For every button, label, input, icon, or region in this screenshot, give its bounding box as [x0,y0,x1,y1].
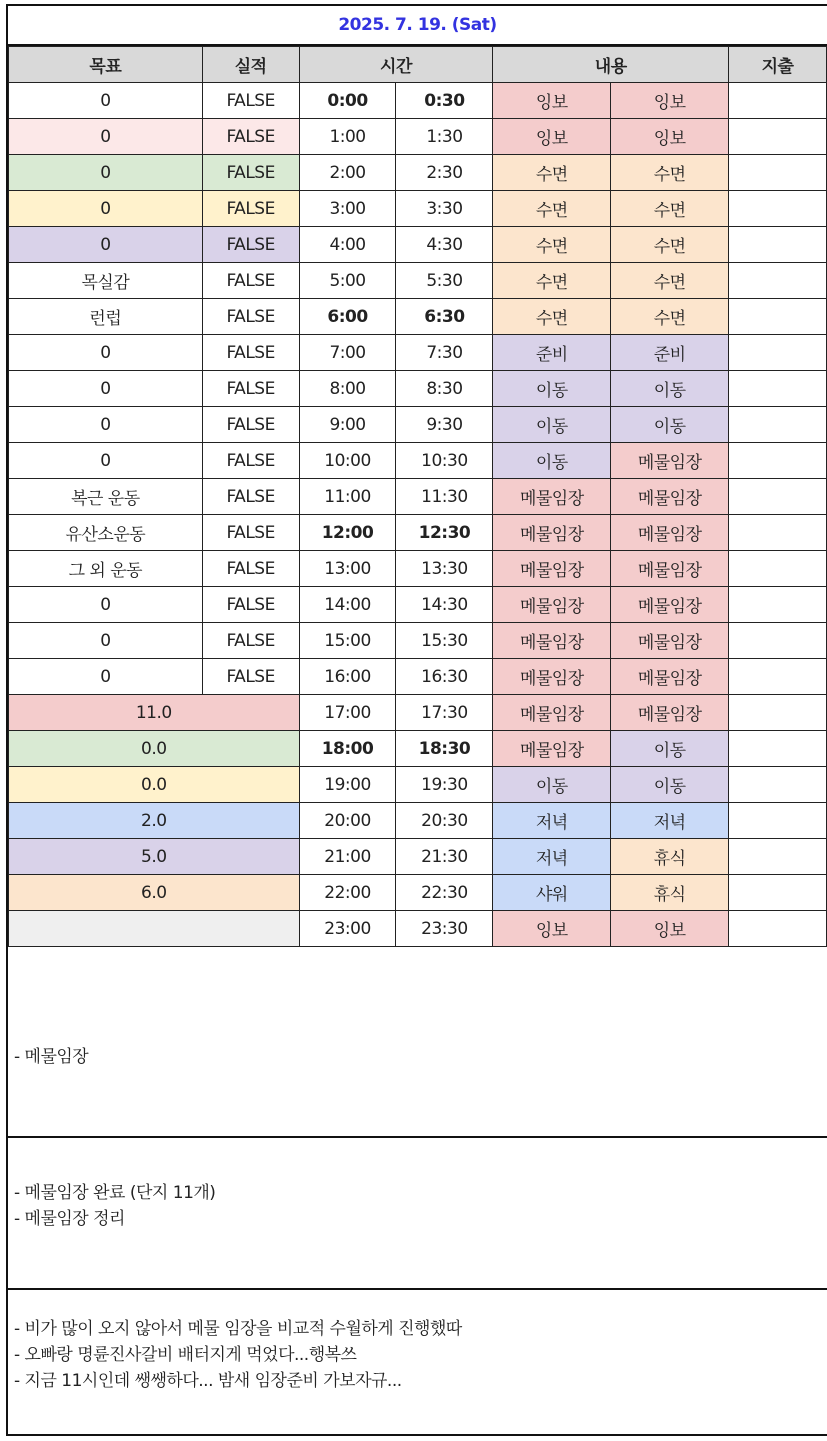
content-cell-1[interactable]: 메물임장 [493,551,611,587]
goal-cell[interactable]: 0 [9,155,203,191]
content-cell-1[interactable]: 잉보 [493,83,611,119]
expense-cell[interactable] [729,731,827,767]
content-cell-2[interactable]: 준비 [611,335,729,371]
summary-cell[interactable]: 6.0 [9,875,300,911]
content-cell-1[interactable]: 잉보 [493,911,611,947]
time-end-cell[interactable]: 12:30 [396,515,493,551]
time-end-cell[interactable]: 20:30 [396,803,493,839]
content-cell-1[interactable]: 수면 [493,299,611,335]
goal-cell[interactable]: 0 [9,191,203,227]
time-end-cell[interactable]: 6:30 [396,299,493,335]
goal-cell[interactable]: 0 [9,227,203,263]
summary-cell[interactable]: 11.0 [9,695,300,731]
schedule-row [9,731,827,767]
schedule-row [9,839,827,875]
time-end-cell[interactable]: 23:30 [396,911,493,947]
time-start-cell[interactable]: 9:00 [299,407,396,443]
content-cell-1[interactable]: 준비 [493,335,611,371]
content-cell-1[interactable]: 메물임장 [493,587,611,623]
time-start-cell[interactable]: 17:00 [299,695,396,731]
content-cell-2[interactable]: 저녁 [611,803,729,839]
schedule-row [9,587,827,623]
content-cell-2[interactable]: 수면 [611,155,729,191]
schedule-row [9,155,827,191]
time-start-cell[interactable]: 15:00 [299,623,396,659]
content-cell-1[interactable]: 수면 [493,263,611,299]
time-end-cell[interactable]: 10:30 [396,443,493,479]
schedule-row [9,443,827,479]
expense-cell[interactable] [729,623,827,659]
expense-cell[interactable] [729,407,827,443]
content-cell-2[interactable]: 메물임장 [611,587,729,623]
expense-cell[interactable] [729,299,827,335]
content-cell-2[interactable]: 메물임장 [611,623,729,659]
expense-cell[interactable] [729,911,827,947]
time-start-cell[interactable]: 6:00 [299,299,396,335]
result-cell[interactable]: FALSE [202,299,299,335]
time-start-cell[interactable]: 12:00 [299,515,396,551]
schedule-row [9,695,827,731]
content-cell-1[interactable]: 잉보 [493,119,611,155]
expense-cell[interactable] [729,227,827,263]
note-line: - 메물임장 정리 [14,1209,125,1229]
schedule-row [9,299,827,335]
result-cell[interactable]: FALSE [202,443,299,479]
notes-done [8,1138,827,1290]
goal-cell[interactable]: 0 [9,371,203,407]
content-cell-2[interactable]: 잉보 [611,119,729,155]
result-cell[interactable]: FALSE [202,479,299,515]
content-cell-2[interactable]: 수면 [611,227,729,263]
content-cell-1[interactable]: 메물임장 [493,479,611,515]
result-cell[interactable]: FALSE [202,659,299,695]
content-cell-1[interactable]: 이동 [493,767,611,803]
schedule-row [9,623,827,659]
time-end-cell[interactable]: 13:30 [396,551,493,587]
content-cell-1[interactable]: 메물임장 [493,731,611,767]
expense-cell[interactable] [729,515,827,551]
goal-cell[interactable]: 그 외 운동 [9,551,203,587]
goal-cell[interactable]: 0 [9,119,203,155]
schedule-row [9,407,827,443]
time-start-cell[interactable]: 19:00 [299,767,396,803]
time-start-cell[interactable]: 4:00 [299,227,396,263]
summary-cell[interactable]: 0.0 [9,731,300,767]
summary-cell[interactable]: 5.0 [9,839,300,875]
content-cell-2[interactable]: 이동 [611,407,729,443]
expense-cell[interactable] [729,83,827,119]
time-end-cell[interactable]: 11:30 [396,479,493,515]
time-end-cell[interactable]: 5:30 [396,263,493,299]
time-end-cell[interactable]: 9:30 [396,407,493,443]
content-cell-2[interactable]: 메물임장 [611,659,729,695]
expense-cell[interactable] [729,263,827,299]
goal-cell[interactable]: 목실감 [9,263,203,299]
schedule-row [9,479,827,515]
content-cell-1[interactable]: 메물임장 [493,623,611,659]
content-cell-1[interactable]: 수면 [493,155,611,191]
result-cell[interactable]: FALSE [202,515,299,551]
content-cell-2[interactable]: 휴식 [611,839,729,875]
summary-cell[interactable]: 0.0 [9,767,300,803]
time-start-cell[interactable]: 1:00 [299,119,396,155]
expense-cell[interactable] [729,551,827,587]
result-cell[interactable]: FALSE [202,227,299,263]
time-end-cell[interactable]: 17:30 [396,695,493,731]
time-start-cell[interactable]: 20:00 [299,803,396,839]
note-line: - 오빠랑 명륜진사갈비 배터지게 먹었다...행복쓰 [14,1345,357,1365]
time-start-cell[interactable]: 3:00 [299,191,396,227]
expense-cell[interactable] [729,335,827,371]
expense-cell[interactable] [729,443,827,479]
header-expense: 지출 [729,47,827,83]
goal-cell[interactable]: 0 [9,443,203,479]
result-cell[interactable]: FALSE [202,623,299,659]
result-cell[interactable]: FALSE [202,551,299,587]
time-start-cell[interactable]: 5:00 [299,263,396,299]
note-line: - 비가 많이 오지 않아서 메물 임장을 비교적 수월하게 진행했따 [14,1319,462,1339]
expense-cell[interactable] [729,155,827,191]
expense-cell[interactable] [729,371,827,407]
expense-cell[interactable] [729,803,827,839]
content-cell-2[interactable]: 메물임장 [611,479,729,515]
note-line: - 메물임장 완료 (단지 11개) [14,1183,216,1203]
header-time: 시간 [299,47,493,83]
content-cell-2[interactable]: 이동 [611,731,729,767]
time-end-cell[interactable]: 14:30 [396,587,493,623]
result-cell[interactable]: FALSE [202,83,299,119]
goal-cell[interactable]: 0 [9,335,203,371]
time-start-cell[interactable]: 22:00 [299,875,396,911]
content-cell-2[interactable]: 수면 [611,191,729,227]
time-start-cell[interactable]: 7:00 [299,335,396,371]
planner-sheet [6,4,827,1436]
schedule-row [9,263,827,299]
result-cell[interactable]: FALSE [202,407,299,443]
expense-cell[interactable] [729,659,827,695]
result-cell[interactable]: FALSE [202,119,299,155]
schedule-row [9,659,827,695]
content-cell-2[interactable]: 휴식 [611,875,729,911]
schedule-row [9,875,827,911]
time-end-cell[interactable]: 4:30 [396,227,493,263]
expense-cell[interactable] [729,479,827,515]
result-cell[interactable]: FALSE [202,335,299,371]
time-end-cell[interactable]: 8:30 [396,371,493,407]
content-cell-1[interactable]: 이동 [493,407,611,443]
content-cell-2[interactable]: 이동 [611,767,729,803]
content-cell-2[interactable]: 수면 [611,263,729,299]
summary-cell[interactable]: 2.0 [9,803,300,839]
expense-cell[interactable] [729,191,827,227]
header-content: 내용 [493,47,729,83]
schedule-row [9,911,827,947]
content-cell-2[interactable]: 수면 [611,299,729,335]
goal-cell[interactable]: 0 [9,407,203,443]
expense-cell[interactable] [729,767,827,803]
date-title: 2025. 7. 19. (Sat) [8,6,827,46]
expense-cell[interactable] [729,119,827,155]
content-cell-1[interactable]: 메물임장 [493,515,611,551]
time-end-cell[interactable]: 3:30 [396,191,493,227]
schedule-row [9,119,827,155]
time-start-cell[interactable]: 2:00 [299,155,396,191]
time-end-cell[interactable]: 7:30 [396,335,493,371]
schedule-table [8,46,827,947]
result-cell[interactable]: FALSE [202,587,299,623]
expense-cell[interactable] [729,875,827,911]
time-start-cell[interactable]: 18:00 [299,731,396,767]
schedule-row [9,227,827,263]
content-cell-1[interactable]: 샤워 [493,875,611,911]
time-start-cell[interactable]: 23:00 [299,911,396,947]
result-cell[interactable]: FALSE [202,263,299,299]
notes-diary [8,1290,827,1434]
result-cell[interactable]: FALSE [202,191,299,227]
content-cell-1[interactable]: 저녁 [493,839,611,875]
schedule-row [9,371,827,407]
content-cell-1[interactable]: 이동 [493,443,611,479]
goal-cell[interactable]: 복근 운동 [9,479,203,515]
goal-cell[interactable]: 0 [9,659,203,695]
time-end-cell[interactable]: 16:30 [396,659,493,695]
expense-cell[interactable] [729,839,827,875]
result-cell[interactable]: FALSE [202,155,299,191]
content-cell-1[interactable]: 저녁 [493,803,611,839]
content-cell-2[interactable]: 잉보 [611,83,729,119]
header-result: 실적 [202,47,299,83]
content-cell-1[interactable]: 수면 [493,191,611,227]
header-goal: 목표 [9,47,203,83]
goal-cell[interactable]: 0 [9,587,203,623]
schedule-row [9,335,827,371]
time-end-cell[interactable]: 1:30 [396,119,493,155]
time-end-cell[interactable]: 19:30 [396,767,493,803]
time-start-cell[interactable]: 0:00 [299,83,396,119]
content-cell-2[interactable]: 이동 [611,371,729,407]
notes-plan [8,992,827,1138]
schedule-row [9,767,827,803]
time-start-cell[interactable]: 11:00 [299,479,396,515]
summary-cell[interactable] [9,911,300,947]
schedule-row [9,803,827,839]
schedule-row [9,83,827,119]
goal-cell[interactable]: 런럽 [9,299,203,335]
note-line: - 메물임장 [14,1047,89,1067]
content-cell-1[interactable]: 수면 [493,227,611,263]
note-line: - 지금 11시인데 쌩쌩하다... 밤새 임장준비 가보자규... [14,1371,402,1391]
expense-cell[interactable] [729,695,827,731]
content-cell-2[interactable]: 잉보 [611,911,729,947]
time-start-cell[interactable]: 21:00 [299,839,396,875]
schedule-row [9,515,827,551]
goal-cell[interactable]: 0 [9,623,203,659]
time-end-cell[interactable]: 15:30 [396,623,493,659]
time-end-cell[interactable]: 18:30 [396,731,493,767]
time-end-cell[interactable]: 2:30 [396,155,493,191]
content-cell-1[interactable]: 메물임장 [493,695,611,731]
header-row [9,47,827,83]
content-cell-2[interactable]: 메물임장 [611,443,729,479]
time-start-cell[interactable]: 14:00 [299,587,396,623]
schedule-row [9,191,827,227]
goal-cell[interactable]: 유산소운동 [9,515,203,551]
expense-cell[interactable] [729,587,827,623]
time-start-cell[interactable]: 13:00 [299,551,396,587]
content-cell-2[interactable]: 메물임장 [611,515,729,551]
time-start-cell[interactable]: 16:00 [299,659,396,695]
time-start-cell[interactable]: 8:00 [299,371,396,407]
content-cell-2[interactable]: 메물임장 [611,551,729,587]
content-cell-2[interactable]: 메물임장 [611,695,729,731]
content-cell-1[interactable]: 메물임장 [493,659,611,695]
time-end-cell[interactable]: 21:30 [396,839,493,875]
time-end-cell[interactable]: 22:30 [396,875,493,911]
result-cell[interactable]: FALSE [202,371,299,407]
content-cell-1[interactable]: 이동 [493,371,611,407]
time-start-cell[interactable]: 10:00 [299,443,396,479]
time-end-cell[interactable]: 0:30 [396,83,493,119]
goal-cell[interactable]: 0 [9,83,203,119]
schedule-row [9,551,827,587]
